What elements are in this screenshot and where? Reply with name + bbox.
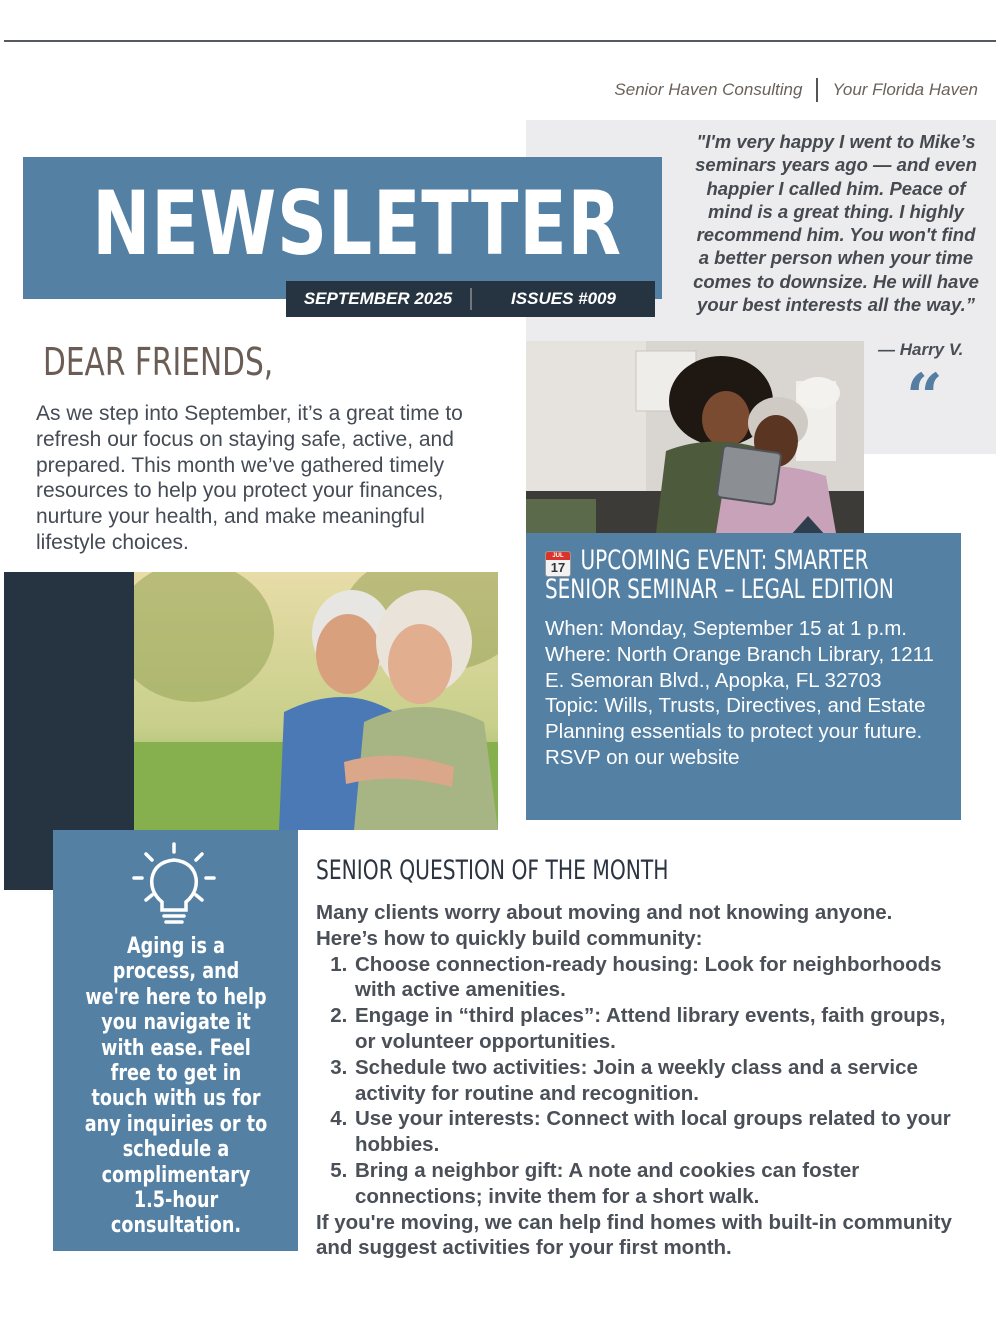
question-title: SENIOR QUESTION OF THE MONTH (316, 855, 669, 886)
list-item: 5. Bring a neighbor gift: A note and cookies can foster connections; invite them for a short walk. (353, 1158, 956, 1210)
question-lead: Many clients worry about moving and not knowing anyone. Here’s how to quickly build community: (316, 901, 893, 950)
lightbulb-icon (128, 840, 220, 935)
list-item: 3. Schedule two activities: Join a weekly class and a service activity for routine and recognition. (353, 1055, 956, 1107)
company-name: Senior Haven Consulting (614, 80, 803, 99)
quote-mark-icon: “ (906, 360, 943, 435)
brand-header (614, 78, 978, 102)
list-item: 2. Engage in “third places”: Attend library events, faith groups, or volunteer opportunities. (353, 1003, 956, 1055)
event-details (545, 616, 950, 771)
greeting-heading: DEAR FRIENDS, (43, 340, 274, 384)
event-topic: Topic: Wills, Trusts, Directives, and Estate Planning essentials to protect your future. RSVP on our website (545, 694, 926, 769)
tips-list (316, 952, 956, 1210)
contact-text (83, 934, 269, 1340)
question-body (316, 900, 956, 1261)
email-link[interactable]: MikeF@yourfloridahaven.com (83, 1289, 269, 1340)
phone-link[interactable]: 407-340-5291 (107, 1263, 245, 1289)
contact-message: Aging is a process, and we're here to help you navigate it with ease. Feel free to get in touch with us for any inquiries or to schedule a complimentary 1.5-hour consultation. (84, 934, 268, 1239)
calendar-month: JUL (546, 552, 570, 560)
issue-bar (286, 281, 655, 317)
issue-date: SEPTEMBER 2025 (303, 289, 453, 308)
photo-senior-couple (134, 572, 498, 830)
list-item: 1. Choose connection-ready housing: Look for neighborhoods with active amenities. (353, 952, 956, 1004)
calendar-day: 17 (550, 560, 566, 575)
issue-number: ISSUES #009 (511, 289, 616, 308)
intro-paragraph: As we step into September, it’s a great time to refresh our focus on staying safe, active, and prepared. This month we’ve gathered timely resources to help you protect your finances, nurture your health, and make meaningful lifestyle choices. (36, 402, 463, 554)
newsletter-title: NEWSLETTER (92, 172, 622, 275)
event-when: When: Monday, September 15 at 1 p.m. (545, 617, 907, 640)
question-closing: If you're moving, we can help find homes with built-in community and suggest activities for your first month. (316, 1210, 952, 1260)
brand-separator (816, 78, 818, 102)
event-title: UPCOMING EVENT: SMARTER SENIOR SEMINAR – LEGAL EDITION (545, 545, 894, 605)
company-tagline: Your Florida Haven (832, 80, 978, 99)
photo-women-tablet (526, 341, 864, 533)
event-where: Where: North Orange Branch Library, 1211 E. Semoran Blvd., Apopka, FL 32703 (545, 642, 934, 692)
top-divider (4, 40, 996, 42)
list-item: 4. Use your interests: Connect with local groups related to your hobbies. (353, 1106, 956, 1158)
testimonial-quote: "I'm very happy I went to Mike’s seminars years ago — and even happier I called him. Peace of mind is a great thing. I highly recommend him. You won't find a better person when your time comes to downsize. He will have your best interests all the way.” (693, 131, 979, 316)
testimonial-author: — Harry V. (878, 340, 964, 359)
